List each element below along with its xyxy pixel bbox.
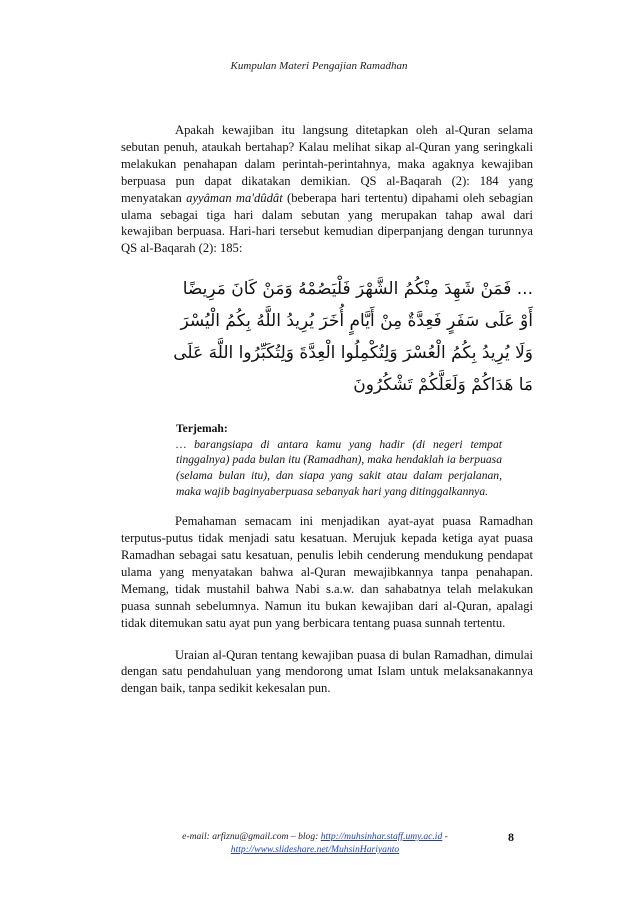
translation-block bbox=[176, 421, 502, 499]
paragraph-1-text-b: (beberapa hari tertentu) dipahami oleh sebagian ulama sebagai tiga hari dalam sebutan yang merupakan tahap awal dari kewajiban berpuasa. Hari-hari tersebut kemudian diperpanjang dengan turunnya QS al-Baqarah (2): 185: bbox=[121, 190, 533, 256]
paragraph-3: Uraian al-Quran tentang kewajiban puasa di bulan Ramadhan, dimulai dengan satu pendahuluan yang mendorong umat Islam untuk melaksanakannya dengan baik, tanpa sedikit kekesalan pun. bbox=[121, 647, 533, 696]
footer-email: e-mail: arfiznu@gmail.com – blog: bbox=[182, 831, 321, 842]
page-header: Kumpulan Materi Pengajian Ramadhan bbox=[230, 60, 408, 72]
quran-verse-line: ... فَمَنْ شَهِدَ مِنْكُمُ الشَّهْرَ فَلْيَصُمْهُ وَمَنْ كَانَ مَرِيضًا bbox=[182, 279, 533, 300]
translation-text: … barangsiapa di antara kamu yang hadir (di negeri tempat tinggalnya) pada bulan itu (Ramadhan), maka hendaklah ia berpuasa (selama bulan itu), dan siapa yang sakit atau dalam perjalanan, maka wajib baginyaberpuasa sebanyak hari yang ditinggalkannya. bbox=[176, 437, 502, 498]
translation-label: Terjemah: bbox=[176, 422, 228, 436]
quran-verse-line: مَا هَدَاكُمْ وَلَعَلَّكُمْ تَشْكُرُونَ bbox=[353, 375, 533, 396]
slideshare-link[interactable]: http://www.slideshare.net/MuhsinHariyanto bbox=[230, 844, 400, 855]
page-content bbox=[121, 122, 533, 697]
page-number: 8 bbox=[508, 830, 514, 844]
quran-verse bbox=[141, 273, 533, 401]
paragraph-1-text-a: Apakah kewajiban itu langsung ditetapkan oleh al-Quran selama sebutan penuh, ataukah bertahap? Kalau melihat sikap al-Quran yang seringkali melakukan penahapan dalam perintah-perintahnya, maka agaknya kewajiban berpuasa pun dapat dikatakan demikian. QS al-Baqarah (2): 184 yang menyatakan bbox=[121, 123, 533, 205]
quran-verse-line: وَلَا يُرِيدُ بِكُمُ الْعُسْرَ وَلِتُكْمِلُوا الْعِدَّةَ وَلِتُكَبِّرُوا اللَّهَ عَلَى bbox=[173, 343, 533, 364]
blog-link[interactable]: http://muhsinhar.staff.umy.ac.id bbox=[320, 831, 443, 842]
paragraph-1-italic-term: ayyâman ma'dûdât bbox=[186, 190, 283, 205]
page-footer bbox=[160, 830, 470, 856]
paragraph-1 bbox=[121, 122, 533, 257]
footer-separator: - bbox=[442, 831, 448, 842]
quran-verse-line: أَوْ عَلَى سَفَرٍ فَعِدَّةٌ مِنْ أَيَّامٍ أُخَرَ يُرِيدُ اللَّهُ بِكُمُ الْيُسْرَ bbox=[180, 311, 533, 332]
paragraph-2: Pemahaman semacam ini menjadikan ayat-ayat puasa Ramadhan terputus-putus tidak menjadi satu kesatuan. Merujuk kepada ketiga ayat puasa Ramadhan sebagai satu kesatuan, penulis lebih cenderung mendukung pendapat ulama yang menyatakan bahwa al-Quran mewajibkannya tanpa penahapan. Memang, tidak mustahil bahwa Nabi s.a.w. dan sahabatnya telah melakukan puasa sunnah sebelumnya. Namun itu bukan kewajiban dari al-Quran, apalagi tidak ditemukan satu ayat pun yang berbicara tentang puasa sunnah tertentu. bbox=[121, 514, 533, 630]
